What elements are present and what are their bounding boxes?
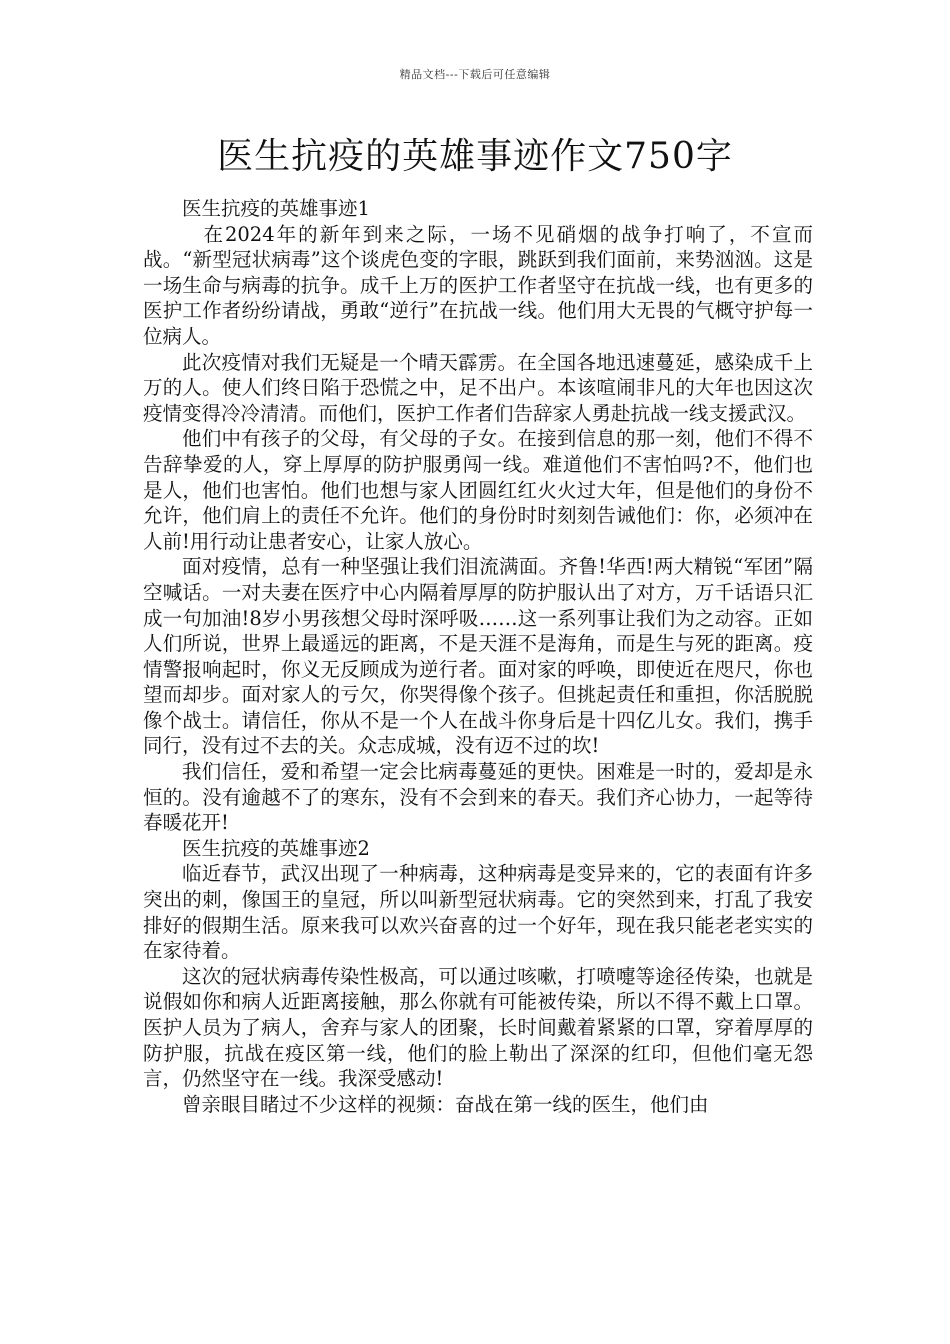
paragraph: 在2024年的新年到来之际，一场不见硝烟的战争打响了，不宣而战。“新型冠状病毒”这个谈虎色变的字眼，跳跃到我们面前，来势汹汹。这是一场生命与病毒的抗争。成千上万的医护工作者坚守在抗战一线，也有更多的医护工作者纷纷请战，勇敢“逆行”在抗战一线。他们用大无畏的气概守护每一位病人。 [143,222,813,348]
document-title: 医生抗疫的英雄事迹作文750字 [217,136,733,177]
paragraph: 我们信任，爱和希望一定会比病毒蔓延的更快。困难是一时的，爱却是永恒的。没有逾越不了的寒东，没有不会到来的春天。我们齐心协力，一起等待春暖花开! [143,760,813,835]
document-body [143,196,813,1117]
paragraph: 他们中有孩子的父母，有父母的子女。在接到信息的那一刻，他们不得不告辞挚爱的人，穿上厚厚的防护服勇闯一线。难道他们不害怕吗?不，他们也是人，他们也害怕。他们也想与家人团圆红红火火过大年，但是他们的身份不允许，他们肩上的责任不允许。他们的身份时时刻刻告诫他们：你，必须冲在人前!用行动让患者安心，让家人放心。 [143,427,813,553]
paragraph: 面对疫情，总有一种坚强让我们泪流满面。齐鲁!华西!两大精锐“军团”隔空喊话。一对夫妻在医疗中心内隔着厚厚的防护服认出了对方，万千话语只汇成一句加油!8岁小男孩想父母时深呼吸……这一系列事让我们为之动容。正如人们所说，世界上最遥远的距离，不是天涯不是海角，而是生与死的距离。疫情警报响起时，你义无反顾成为逆行者。面对家的呼唤，即使近在咫尺，你也望而却步。面对家人的亏欠，你哭得像个孩子。但挑起责任和重担，你活脱脱像个战士。请信任，你从不是一个人在战斗你身后是十四亿儿女。我们，携手同行，没有过不去的关。众志成城，没有迈不过的坎! [143,555,813,758]
paragraph: 临近春节，武汉出现了一种病毒，这种病毒是变异来的，它的表面有许多突出的刺，像国王的皇冠，所以叫新型冠状病毒。它的突然到来，打乱了我安排好的假期生活。原来我可以欢兴奋喜的过一个好年，现在我只能老老实实的在家待着。 [143,862,813,963]
header-note: 精品文档---下载后可任意编辑 [399,68,551,81]
paragraph: 此次疫情对我们无疑是一个晴天霹雳。在全国各地迅速蔓延，感染成千上万的人。使人们终日陷于恐慌之中，足不出户。本该喧闹非凡的大年也因这次疫情变得冷冷清清。而他们，医护工作者们告辞家人勇赴抗战一线支援武汉。 [143,350,813,425]
paragraph: 这次的冠状病毒传染性极高，可以通过咳嗽，打喷嚏等途径传染，也就是说假如你和病人近距离接触，那么你就有可能被传染，所以不得不戴上口罩。医护人员为了病人，舍弃与家人的团聚，长时间戴着紧紧的口罩，穿着厚厚的防护服，抗战在疫区第一线，他们的脸上勒出了深深的红印，但他们毫无怨言，仍然坚守在一线。我深受感动! [143,964,813,1091]
paragraph: 曾亲眼目睹过不少这样的视频：奋战在第一线的医生，他们由 [182,1092,709,1116]
section-heading-1: 医生抗疫的英雄事迹1 [182,197,370,220]
section-heading-2: 医生抗疫的英雄事迹2 [182,836,370,860]
